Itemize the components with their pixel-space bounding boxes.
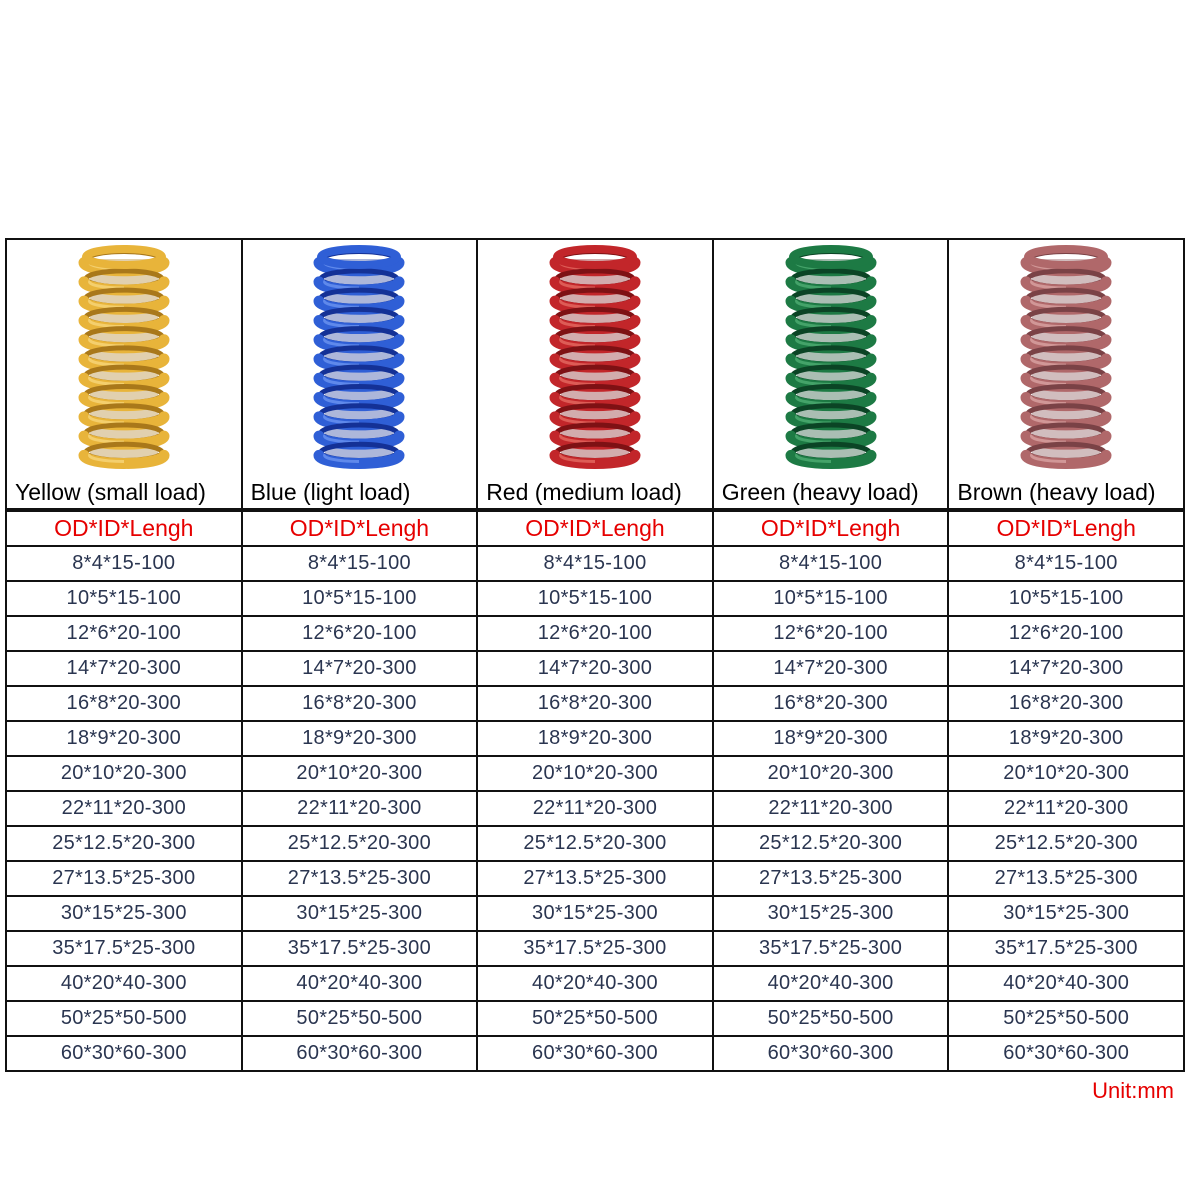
size-cell: 35*17.5*25-300	[242, 931, 478, 966]
dimension-header: OD*ID*Lengh	[477, 510, 713, 546]
column-name-brown: Brown (heavy load)	[948, 476, 1184, 510]
size-cell: 16*8*20-300	[6, 686, 242, 721]
size-cell: 16*8*20-300	[948, 686, 1184, 721]
yellow-spring-image	[69, 243, 179, 473]
size-cell: 14*7*20-300	[948, 651, 1184, 686]
size-cell: 16*8*20-300	[477, 686, 713, 721]
size-cell: 18*9*20-300	[477, 721, 713, 756]
spring-image-row	[6, 239, 1184, 476]
size-cell: 20*10*20-300	[713, 756, 949, 791]
size-cell: 14*7*20-300	[477, 651, 713, 686]
spring-spec-sheet	[5, 238, 1185, 1072]
column-name-yellow: Yellow (small load)	[6, 476, 242, 510]
size-cell: 22*11*20-300	[713, 791, 949, 826]
table-row	[6, 581, 1184, 616]
size-cell: 10*5*15-100	[242, 581, 478, 616]
table-row	[6, 1001, 1184, 1036]
table-row	[6, 686, 1184, 721]
dimension-header: OD*ID*Lengh	[713, 510, 949, 546]
size-cell: 25*12.5*20-300	[242, 826, 478, 861]
column-name-red: Red (medium load)	[477, 476, 713, 510]
size-cell: 40*20*40-300	[242, 966, 478, 1001]
spring-top-ring	[321, 249, 397, 265]
table-row	[6, 1036, 1184, 1071]
spring-image-cell-yellow	[6, 239, 242, 476]
spring-name-row	[6, 476, 1184, 510]
size-cell: 50*25*50-500	[477, 1001, 713, 1036]
size-cell: 60*30*60-300	[948, 1036, 1184, 1071]
table-row	[6, 931, 1184, 966]
size-cell: 35*17.5*25-300	[713, 931, 949, 966]
size-cell: 50*25*50-500	[242, 1001, 478, 1036]
size-cell: 20*10*20-300	[6, 756, 242, 791]
size-cell: 50*25*50-500	[713, 1001, 949, 1036]
spec-table-body	[6, 239, 1184, 1071]
size-cell: 16*8*20-300	[713, 686, 949, 721]
size-cell: 25*12.5*20-300	[948, 826, 1184, 861]
size-cell: 40*20*40-300	[948, 966, 1184, 1001]
size-cell: 12*6*20-100	[713, 616, 949, 651]
size-cell: 8*4*15-100	[713, 546, 949, 581]
size-cell: 20*10*20-300	[242, 756, 478, 791]
size-cell: 18*9*20-300	[6, 721, 242, 756]
size-cell: 27*13.5*25-300	[713, 861, 949, 896]
size-cell: 12*6*20-100	[6, 616, 242, 651]
spring-top-ring	[557, 249, 633, 265]
dimension-header-row	[6, 510, 1184, 546]
size-cell: 10*5*15-100	[6, 581, 242, 616]
size-cell: 30*15*25-300	[477, 896, 713, 931]
spring-image-cell-green	[713, 239, 949, 476]
size-cell: 10*5*15-100	[477, 581, 713, 616]
size-cell: 8*4*15-100	[477, 546, 713, 581]
size-cell: 12*6*20-100	[477, 616, 713, 651]
size-cell: 12*6*20-100	[948, 616, 1184, 651]
size-cell: 22*11*20-300	[477, 791, 713, 826]
size-cell: 40*20*40-300	[6, 966, 242, 1001]
size-cell: 60*30*60-300	[713, 1036, 949, 1071]
size-cell: 35*17.5*25-300	[6, 931, 242, 966]
table-row	[6, 546, 1184, 581]
brown-spring-image	[1011, 243, 1121, 473]
size-cell: 35*17.5*25-300	[477, 931, 713, 966]
size-cell: 30*15*25-300	[242, 896, 478, 931]
size-cell: 12*6*20-100	[242, 616, 478, 651]
size-cell: 27*13.5*25-300	[948, 861, 1184, 896]
table-row	[6, 966, 1184, 1001]
table-row	[6, 791, 1184, 826]
unit-label: Unit:mm	[1092, 1078, 1174, 1103]
size-cell: 30*15*25-300	[6, 896, 242, 931]
size-cell: 25*12.5*20-300	[477, 826, 713, 861]
dimension-header: OD*ID*Lengh	[6, 510, 242, 546]
size-cell: 20*10*20-300	[948, 756, 1184, 791]
dimension-header: OD*ID*Lengh	[242, 510, 478, 546]
size-cell: 10*5*15-100	[948, 581, 1184, 616]
size-cell: 14*7*20-300	[242, 651, 478, 686]
size-cell: 16*8*20-300	[242, 686, 478, 721]
size-cell: 35*17.5*25-300	[948, 931, 1184, 966]
spring-image-cell-blue	[242, 239, 478, 476]
size-cell: 18*9*20-300	[242, 721, 478, 756]
size-cell: 18*9*20-300	[948, 721, 1184, 756]
size-cell: 25*12.5*20-300	[713, 826, 949, 861]
size-cell: 22*11*20-300	[948, 791, 1184, 826]
dimension-header: OD*ID*Lengh	[948, 510, 1184, 546]
column-name-blue: Blue (light load)	[242, 476, 478, 510]
column-name-green: Green (heavy load)	[713, 476, 949, 510]
size-cell: 22*11*20-300	[6, 791, 242, 826]
size-cell: 50*25*50-500	[6, 1001, 242, 1036]
size-cell: 60*30*60-300	[477, 1036, 713, 1071]
size-cell: 18*9*20-300	[713, 721, 949, 756]
table-row	[6, 861, 1184, 896]
size-cell: 20*10*20-300	[477, 756, 713, 791]
red-spring-image	[540, 243, 650, 473]
table-row	[6, 756, 1184, 791]
spring-top-ring	[86, 249, 162, 265]
size-cell: 40*20*40-300	[477, 966, 713, 1001]
size-cell: 14*7*20-300	[6, 651, 242, 686]
blue-spring-image	[304, 243, 414, 473]
spring-top-ring	[1028, 249, 1104, 265]
size-cell: 25*12.5*20-300	[6, 826, 242, 861]
size-cell: 60*30*60-300	[242, 1036, 478, 1071]
size-cell: 27*13.5*25-300	[477, 861, 713, 896]
table-row	[6, 896, 1184, 931]
green-spring-image	[776, 243, 886, 473]
size-cell: 8*4*15-100	[242, 546, 478, 581]
size-cell: 27*13.5*25-300	[6, 861, 242, 896]
size-cell: 22*11*20-300	[242, 791, 478, 826]
spring-top-ring	[793, 249, 869, 265]
spring-image-cell-brown	[948, 239, 1184, 476]
table-row	[6, 826, 1184, 861]
size-cell: 14*7*20-300	[713, 651, 949, 686]
size-cell: 30*15*25-300	[713, 896, 949, 931]
table-row	[6, 651, 1184, 686]
size-cell: 8*4*15-100	[948, 546, 1184, 581]
size-cell: 60*30*60-300	[6, 1036, 242, 1071]
table-row	[6, 721, 1184, 756]
spring-image-cell-red	[477, 239, 713, 476]
table-row	[6, 616, 1184, 651]
spring-spec-table	[5, 238, 1185, 1072]
size-cell: 8*4*15-100	[6, 546, 242, 581]
size-cell: 10*5*15-100	[713, 581, 949, 616]
size-cell: 30*15*25-300	[948, 896, 1184, 931]
size-cell: 50*25*50-500	[948, 1001, 1184, 1036]
size-cell: 40*20*40-300	[713, 966, 949, 1001]
size-cell: 27*13.5*25-300	[242, 861, 478, 896]
